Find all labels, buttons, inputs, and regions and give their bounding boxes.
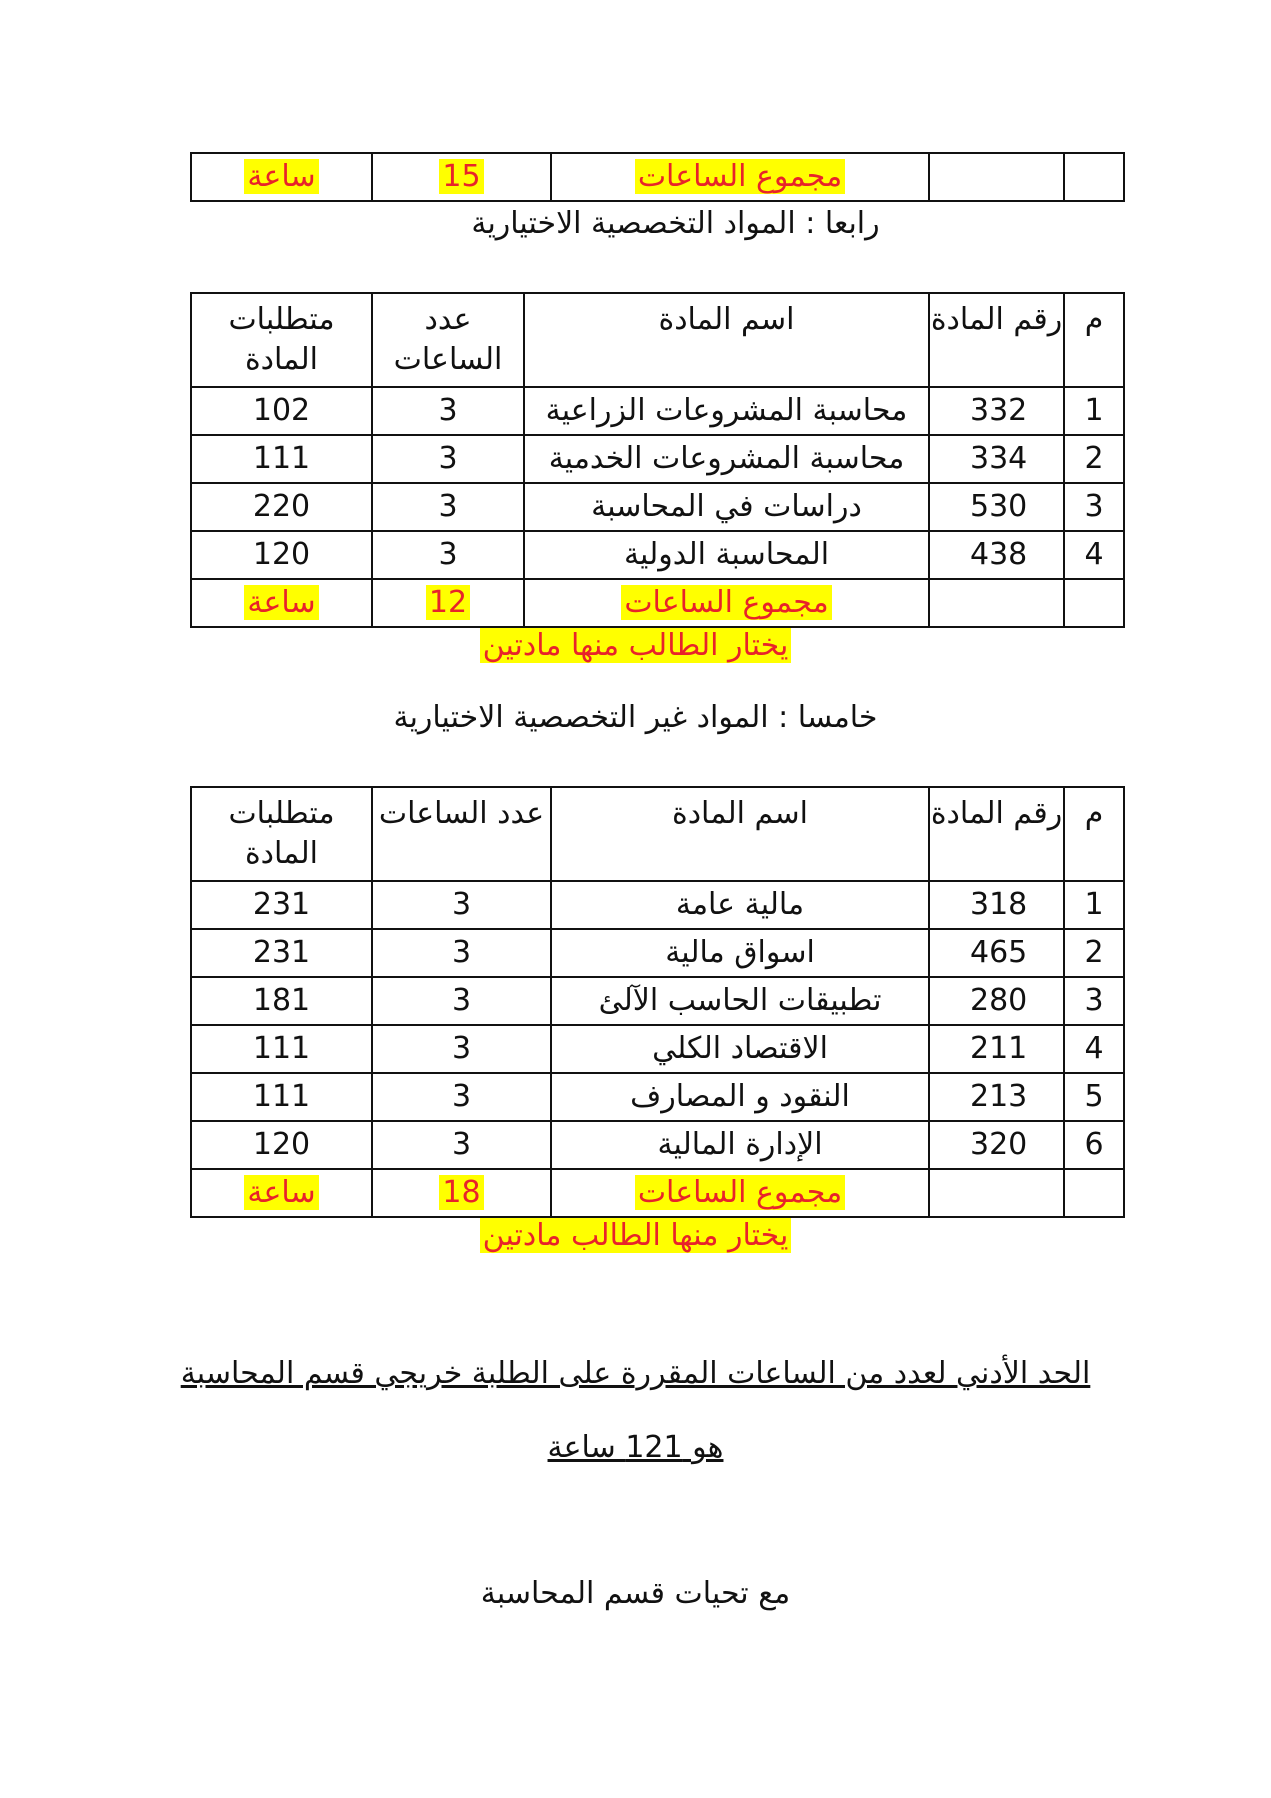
total-label: مجموع الساعات — [635, 1175, 845, 1210]
course-code: 213 — [929, 1073, 1064, 1121]
header-prereq: متطلبات المادة — [191, 787, 372, 881]
table-row — [191, 1121, 1124, 1169]
course-name: الإدارة المالية — [551, 1121, 929, 1169]
total-unit: ساعة — [244, 585, 318, 620]
min-hours-line1: الحد الأدني لعدد من الساعات المقررة على الطلبة خريجي قسم المحاسبة — [180, 1356, 1091, 1391]
total-unit-cell — [191, 153, 372, 201]
prereq: 181 — [191, 977, 372, 1025]
row-number: 1 — [1064, 881, 1124, 929]
hours: 3 — [372, 435, 524, 483]
course-code: 211 — [929, 1025, 1064, 1073]
hours: 3 — [372, 1121, 551, 1169]
header-hours: عدد الساعات — [372, 293, 524, 387]
header-m: م — [1064, 293, 1124, 387]
hours: 3 — [372, 387, 524, 435]
min-hours-line2: هو 121 ساعة — [547, 1430, 724, 1465]
table-header — [191, 293, 1124, 387]
total-unit: ساعة — [244, 159, 318, 194]
hours: 3 — [372, 1025, 551, 1073]
course-name: الاقتصاد الكلي — [551, 1025, 929, 1073]
hours: 3 — [372, 531, 524, 579]
course-name: المحاسبة الدولية — [524, 531, 929, 579]
course-name: محاسبة المشروعات الزراعية — [524, 387, 929, 435]
table-row — [191, 435, 1124, 483]
row-number: 1 — [1064, 387, 1124, 435]
course-name: مالية عامة — [551, 881, 929, 929]
total-row — [191, 1169, 1124, 1217]
course-code: 438 — [929, 531, 1064, 579]
prereq: 111 — [191, 435, 372, 483]
header-code: رقم المادة — [929, 293, 1064, 387]
total-value: 12 — [426, 585, 470, 620]
section5-title: خامسا : المواد غير التخصصية الاختيارية — [393, 700, 878, 735]
row-number: 3 — [1064, 483, 1124, 531]
header-code: رقم المادة — [929, 787, 1064, 881]
row-number: 4 — [1064, 1025, 1124, 1073]
hours: 3 — [372, 1073, 551, 1121]
prereq: 220 — [191, 483, 372, 531]
regards: مع تحيات قسم المحاسبة — [480, 1576, 791, 1611]
header-prereq: متطلبات المادة — [191, 293, 372, 387]
hours: 3 — [372, 881, 551, 929]
total-row — [191, 153, 1124, 201]
table-row — [191, 881, 1124, 929]
table-row — [191, 531, 1124, 579]
row-number: 5 — [1064, 1073, 1124, 1121]
table-row — [191, 977, 1124, 1025]
row-number: 4 — [1064, 531, 1124, 579]
prereq: 120 — [191, 531, 372, 579]
course-code: 530 — [929, 483, 1064, 531]
prereq: 231 — [191, 881, 372, 929]
hours: 3 — [372, 977, 551, 1025]
table-row — [191, 1025, 1124, 1073]
total-value: 15 — [439, 159, 483, 194]
section4-table — [190, 292, 1125, 628]
total-value-cell — [372, 153, 551, 201]
hours: 3 — [372, 929, 551, 977]
previous-table-total — [190, 152, 1125, 202]
header-m: م — [1064, 787, 1124, 881]
course-code: 465 — [929, 929, 1064, 977]
prereq: 120 — [191, 1121, 372, 1169]
prereq: 231 — [191, 929, 372, 977]
section5-note-wrap — [0, 1218, 1271, 1253]
total-label: مجموع الساعات — [635, 159, 845, 194]
total-label: مجموع الساعات — [621, 585, 831, 620]
section4-title: رابعا : المواد التخصصية الاختيارية — [471, 206, 880, 241]
table-row — [191, 1073, 1124, 1121]
row-number: 2 — [1064, 929, 1124, 977]
total-value: 18 — [439, 1175, 483, 1210]
table-header — [191, 787, 1124, 881]
header-name: اسم المادة — [524, 293, 929, 387]
row-number: 2 — [1064, 435, 1124, 483]
course-name: النقود و المصارف — [551, 1073, 929, 1121]
hours: 3 — [372, 483, 524, 531]
table-row — [191, 387, 1124, 435]
section4-note-wrap — [0, 628, 1271, 663]
prereq: 111 — [191, 1025, 372, 1073]
section5-table — [190, 786, 1125, 1218]
course-code: 318 — [929, 881, 1064, 929]
header-hours: عدد الساعات — [372, 787, 551, 881]
prereq: 111 — [191, 1073, 372, 1121]
row-number: 3 — [1064, 977, 1124, 1025]
course-code: 320 — [929, 1121, 1064, 1169]
course-name: محاسبة المشروعات الخدمية — [524, 435, 929, 483]
total-unit: ساعة — [244, 1175, 318, 1210]
prereq: 102 — [191, 387, 372, 435]
total-label-cell — [551, 153, 929, 201]
course-code: 280 — [929, 977, 1064, 1025]
section5-note: يختار منها الطالب مادتين — [480, 1218, 792, 1253]
section4-note: يختار الطالب منها مادتين — [480, 628, 792, 663]
course-name: اسواق مالية — [551, 929, 929, 977]
course-name: تطبيقات الحاسب الآلئ — [551, 977, 929, 1025]
table-row — [191, 929, 1124, 977]
course-code: 332 — [929, 387, 1064, 435]
table-row — [191, 483, 1124, 531]
course-code: 334 — [929, 435, 1064, 483]
header-name: اسم المادة — [551, 787, 929, 881]
course-name: دراسات في المحاسبة — [524, 483, 929, 531]
total-row — [191, 579, 1124, 627]
row-number: 6 — [1064, 1121, 1124, 1169]
